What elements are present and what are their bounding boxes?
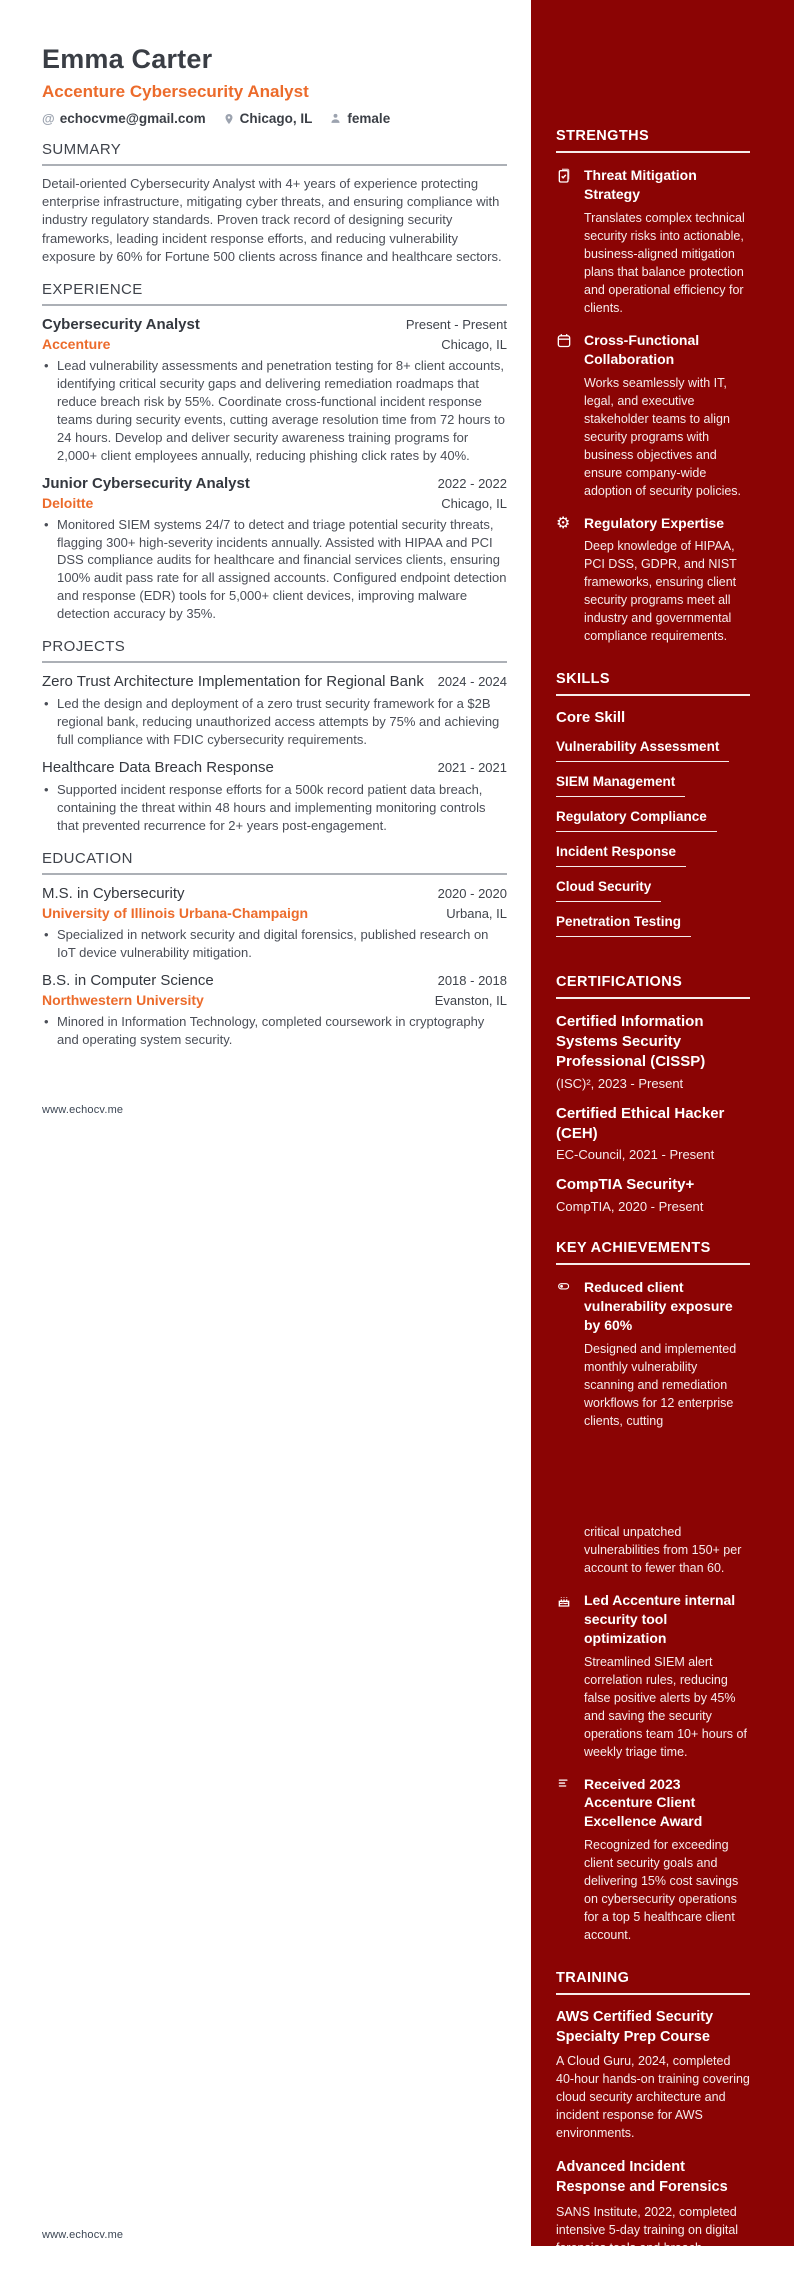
- training-heading: TRAINING: [556, 1970, 630, 1987]
- achievement-title: Led Accenture internal security tool optimization: [584, 1591, 736, 1646]
- training-section: [556, 1970, 750, 2274]
- calendar-icon: [556, 331, 574, 500]
- skill-item: Cloud Security: [556, 879, 661, 902]
- certification-item: [556, 1012, 750, 1090]
- strength-title: Regulatory Expertise: [584, 514, 725, 531]
- skills-section: [556, 671, 750, 948]
- school-name: University of Illinois Urbana-Champaign: [42, 904, 309, 921]
- strength-item: [556, 166, 750, 317]
- sidebar-divider: [556, 997, 750, 999]
- sidebar: [531, 0, 794, 2273]
- achievements-heading: KEY ACHIEVEMENTS: [556, 1240, 711, 1257]
- projects-section: [42, 638, 507, 835]
- education-heading: EDUCATION: [42, 849, 133, 867]
- education-item: [42, 972, 507, 1049]
- achievement-desc: Recognized for exceeding client security goals and delivering 15% cost savings on cybersecurity operations for a top 5 healthcare client account.: [584, 1838, 739, 1943]
- achievement-desc: Streamlined SIEM alert correlation rules, reducing false positive alerts by 45% and saving the security operations team 10+ hours of weekly triage time.: [584, 1654, 747, 1759]
- location-pin-icon: [223, 112, 235, 126]
- training-title: AWS Certified Security Specialty Prep Course: [556, 2009, 714, 2045]
- gear-icon: ⚙: [556, 512, 571, 532]
- sidebar-divider: [556, 1993, 750, 1995]
- section-divider: [42, 661, 507, 663]
- achievement-title: Reduced client vulnerability exposure by 60%: [584, 1279, 733, 1334]
- list-lines-icon: [556, 1775, 574, 1945]
- achievement-item: [556, 1591, 750, 1761]
- education-item: [42, 885, 507, 962]
- skill-item: Incident Response: [556, 844, 686, 867]
- achievement-desc-page1: Designed and implemented monthly vulnerability scanning and remediation workflows for 12 enterprise clients, cutting: [584, 1341, 737, 1428]
- certification-detail: (ISC)², 2023 - Present: [556, 1075, 684, 1091]
- resume-main-column: [0, 0, 531, 1049]
- job-company: Deloitte: [42, 494, 94, 511]
- page1-footer-url[interactable]: www.echocv.me: [42, 1104, 124, 1116]
- education-section: [42, 850, 507, 1049]
- location-value: Chicago, IL: [239, 111, 313, 126]
- person-name: Emma Carter: [42, 44, 213, 74]
- training-desc: A Cloud Guru, 2024, completed 40-hour hands-on training covering cloud security architecture and incident response for AWS environments.: [556, 2054, 750, 2141]
- core-skill-label: Core Skill: [556, 709, 626, 727]
- job-bullet: • Monitored SIEM systems 24/7 to detect and triage potential security threats, flagging 300+ high-severity incidents annually. Assisted with HIPAA and PCI DSS compliance audits for healthcare and financial services clients, ensuring 100% audit pass rate for all assigned accounts. Configured endpoint detection and response (EDR) tools for 5,000+ client devices, improving malware detection accuracy by 35%.: [42, 516, 507, 624]
- cake-icon: [556, 1591, 574, 1761]
- skill-item: Penetration Testing: [556, 914, 691, 937]
- skill-item: Regulatory Compliance: [556, 809, 717, 832]
- job-location: Chicago, IL: [441, 495, 507, 511]
- certification-name: Certified Ethical Hacker (CEH): [556, 1104, 725, 1142]
- project-dates: 2024 - 2024: [437, 674, 507, 690]
- summary-text: Detail-oriented Cybersecurity Analyst with 4+ years of experience protecting enterprise infrastructure, mitigating cyber threats, and ensuring compliance with industry regulatory standards. Proven track record of designing security frameworks, leading incident response efforts, and reducing vulnerability exposure by 60% for Fortune 500 clients across finance and healthcare sectors.: [42, 176, 502, 264]
- page2-footer-url[interactable]: www.echocv.me: [42, 2229, 124, 2241]
- achievement-desc-page2: critical unpatched vulnerabilities from 150+ per account to fewer than 60.: [584, 1524, 742, 1575]
- education-bullet: • Specialized in network security and digital forensics, published research on IoT device vulnerability mitigation.: [42, 926, 507, 962]
- experience-heading: EXPERIENCE: [42, 280, 143, 298]
- page-break-gap: [584, 1430, 750, 1518]
- certification-name: Certified Information Systems Security Professional (CISSP): [556, 1013, 706, 1071]
- project-dates: 2021 - 2021: [437, 760, 507, 775]
- achievement-title: Received 2023 Accenture Client Excellence Award: [584, 1775, 703, 1830]
- project-item: [42, 673, 507, 749]
- degree-title: M.S. in Cybersecurity: [42, 884, 185, 902]
- certifications-section: [556, 974, 750, 1214]
- school-name: Northwestern University: [42, 991, 204, 1008]
- email-at-icon: @: [42, 111, 55, 126]
- clipboard-check-icon: [556, 166, 574, 317]
- job-dates: Present - Present: [405, 316, 507, 332]
- project-title: Healthcare Data Breach Response: [42, 759, 274, 776]
- contact-email: [42, 111, 206, 126]
- skills-heading: SKILLS: [556, 671, 610, 688]
- sidebar-divider: [556, 1263, 750, 1265]
- degree-dates: 2018 - 2018: [437, 972, 507, 988]
- skills-list: [556, 738, 750, 948]
- project-item: [42, 759, 507, 835]
- achievement-item: [556, 1278, 750, 1577]
- experience-item: [42, 316, 507, 465]
- summary-section: [42, 141, 507, 266]
- gender-value: female: [347, 111, 391, 126]
- section-divider: [42, 164, 507, 166]
- sidebar-divider: [556, 151, 750, 153]
- summary-heading: SUMMARY: [42, 141, 122, 158]
- strength-item: [556, 514, 750, 646]
- section-divider: [42, 304, 507, 306]
- degree-dates: 2020 - 2020: [437, 885, 507, 901]
- training-item: [556, 2158, 750, 2274]
- job-company: Accenture: [42, 335, 111, 352]
- projects-heading: PROJECTS: [42, 638, 126, 656]
- contact-gender: [329, 111, 390, 126]
- job-dates: 2022 - 2022: [437, 475, 507, 491]
- certifications-heading: CERTIFICATIONS: [556, 974, 683, 991]
- training-item: [556, 2008, 750, 2142]
- strength-title: Threat Mitigation Strategy: [584, 167, 697, 202]
- job-title: Junior Cybersecurity Analyst: [42, 474, 250, 492]
- certification-detail: CompTIA, 2020 - Present: [556, 1199, 704, 1215]
- strengths-heading: STRENGTHS: [556, 128, 650, 144]
- experience-item: [42, 475, 507, 624]
- email-value: echocvme@gmail.com: [59, 111, 206, 126]
- skill-item: SIEM Management: [556, 774, 685, 797]
- degree-title: B.S. in Computer Science: [42, 971, 214, 989]
- experience-section: [42, 281, 507, 623]
- strengths-section: [556, 128, 750, 645]
- training-title: Advanced Incident Response and Forensics: [556, 2159, 728, 2195]
- contact-row: [42, 111, 507, 126]
- certification-item: [556, 1175, 750, 1214]
- certification-item: [556, 1104, 750, 1163]
- education-bullet: • Minored in Information Technology, completed coursework in cryptography and operating system security.: [42, 1013, 507, 1049]
- person-job-title: Accenture Cybersecurity Analyst: [42, 82, 309, 101]
- project-title: Zero Trust Architecture Implementation for Regional Bank: [42, 673, 424, 691]
- section-divider: [42, 873, 507, 875]
- job-bullet: • Lead vulnerability assessments and penetration testing for 8+ client accounts, identifying critical security gaps and delivering remediation roadmaps that reduce breach risk by 55%. Coordinate cross-functional incident response teams during security events, cutting average resolution time from 72 hours to 24 hours. Develop and deliver security awareness training programs for 2,000+ client employees annually, reducing phishing click rates by 40%.: [42, 357, 507, 465]
- training-desc: SANS Institute, 2022, completed intensive 5-day training on digital forensics tools and breach containment methodologies.: [556, 2204, 739, 2273]
- job-location: Chicago, IL: [441, 336, 507, 352]
- school-location: Evanston, IL: [434, 992, 507, 1008]
- achievement-item: [556, 1775, 750, 1945]
- contact-location: [223, 111, 313, 126]
- skill-item: Vulnerability Assessment: [556, 739, 729, 762]
- strength-desc: Translates complex technical security risks into actionable, business-aligned mitigation plans that balance protection and operational efficiency for clients.: [584, 210, 745, 315]
- project-bullet: • Led the design and deployment of a zero trust security framework for a $2B regional bank, reducing unauthorized access attempts by 75% and achieving full compliance with FDIC cybersecurity requirements.: [42, 695, 507, 749]
- strength-desc: Deep knowledge of HIPAA, PCI DSS, GDPR, and NIST frameworks, ensuring client security programs meet all industry and governmental compliance requirements.: [584, 539, 737, 644]
- strength-item: [556, 331, 750, 500]
- strength-title: Cross-Functional Collaboration: [584, 331, 700, 367]
- school-location: Urbana, IL: [446, 905, 507, 921]
- sidebar-divider: [556, 694, 750, 696]
- job-title: Cybersecurity Analyst: [42, 315, 200, 333]
- certification-detail: EC-Council, 2021 - Present: [556, 1147, 715, 1163]
- certification-name: CompTIA Security+: [556, 1176, 695, 1194]
- project-bullet: • Supported incident response efforts for a 500k record patient data breach, containing the threat within 48 hours and implementing monitoring controls that prevented recurrence for 2+ years post-engagement.: [42, 781, 507, 835]
- achievements-section: [556, 1240, 750, 1944]
- strength-desc: Works seamlessly with IT, legal, and executive stakeholder teams to align security programs with business objectives and ensure company-wide adoption of security policies.: [584, 375, 742, 498]
- person-icon: [329, 112, 342, 125]
- battery-icon: [556, 1278, 574, 1577]
